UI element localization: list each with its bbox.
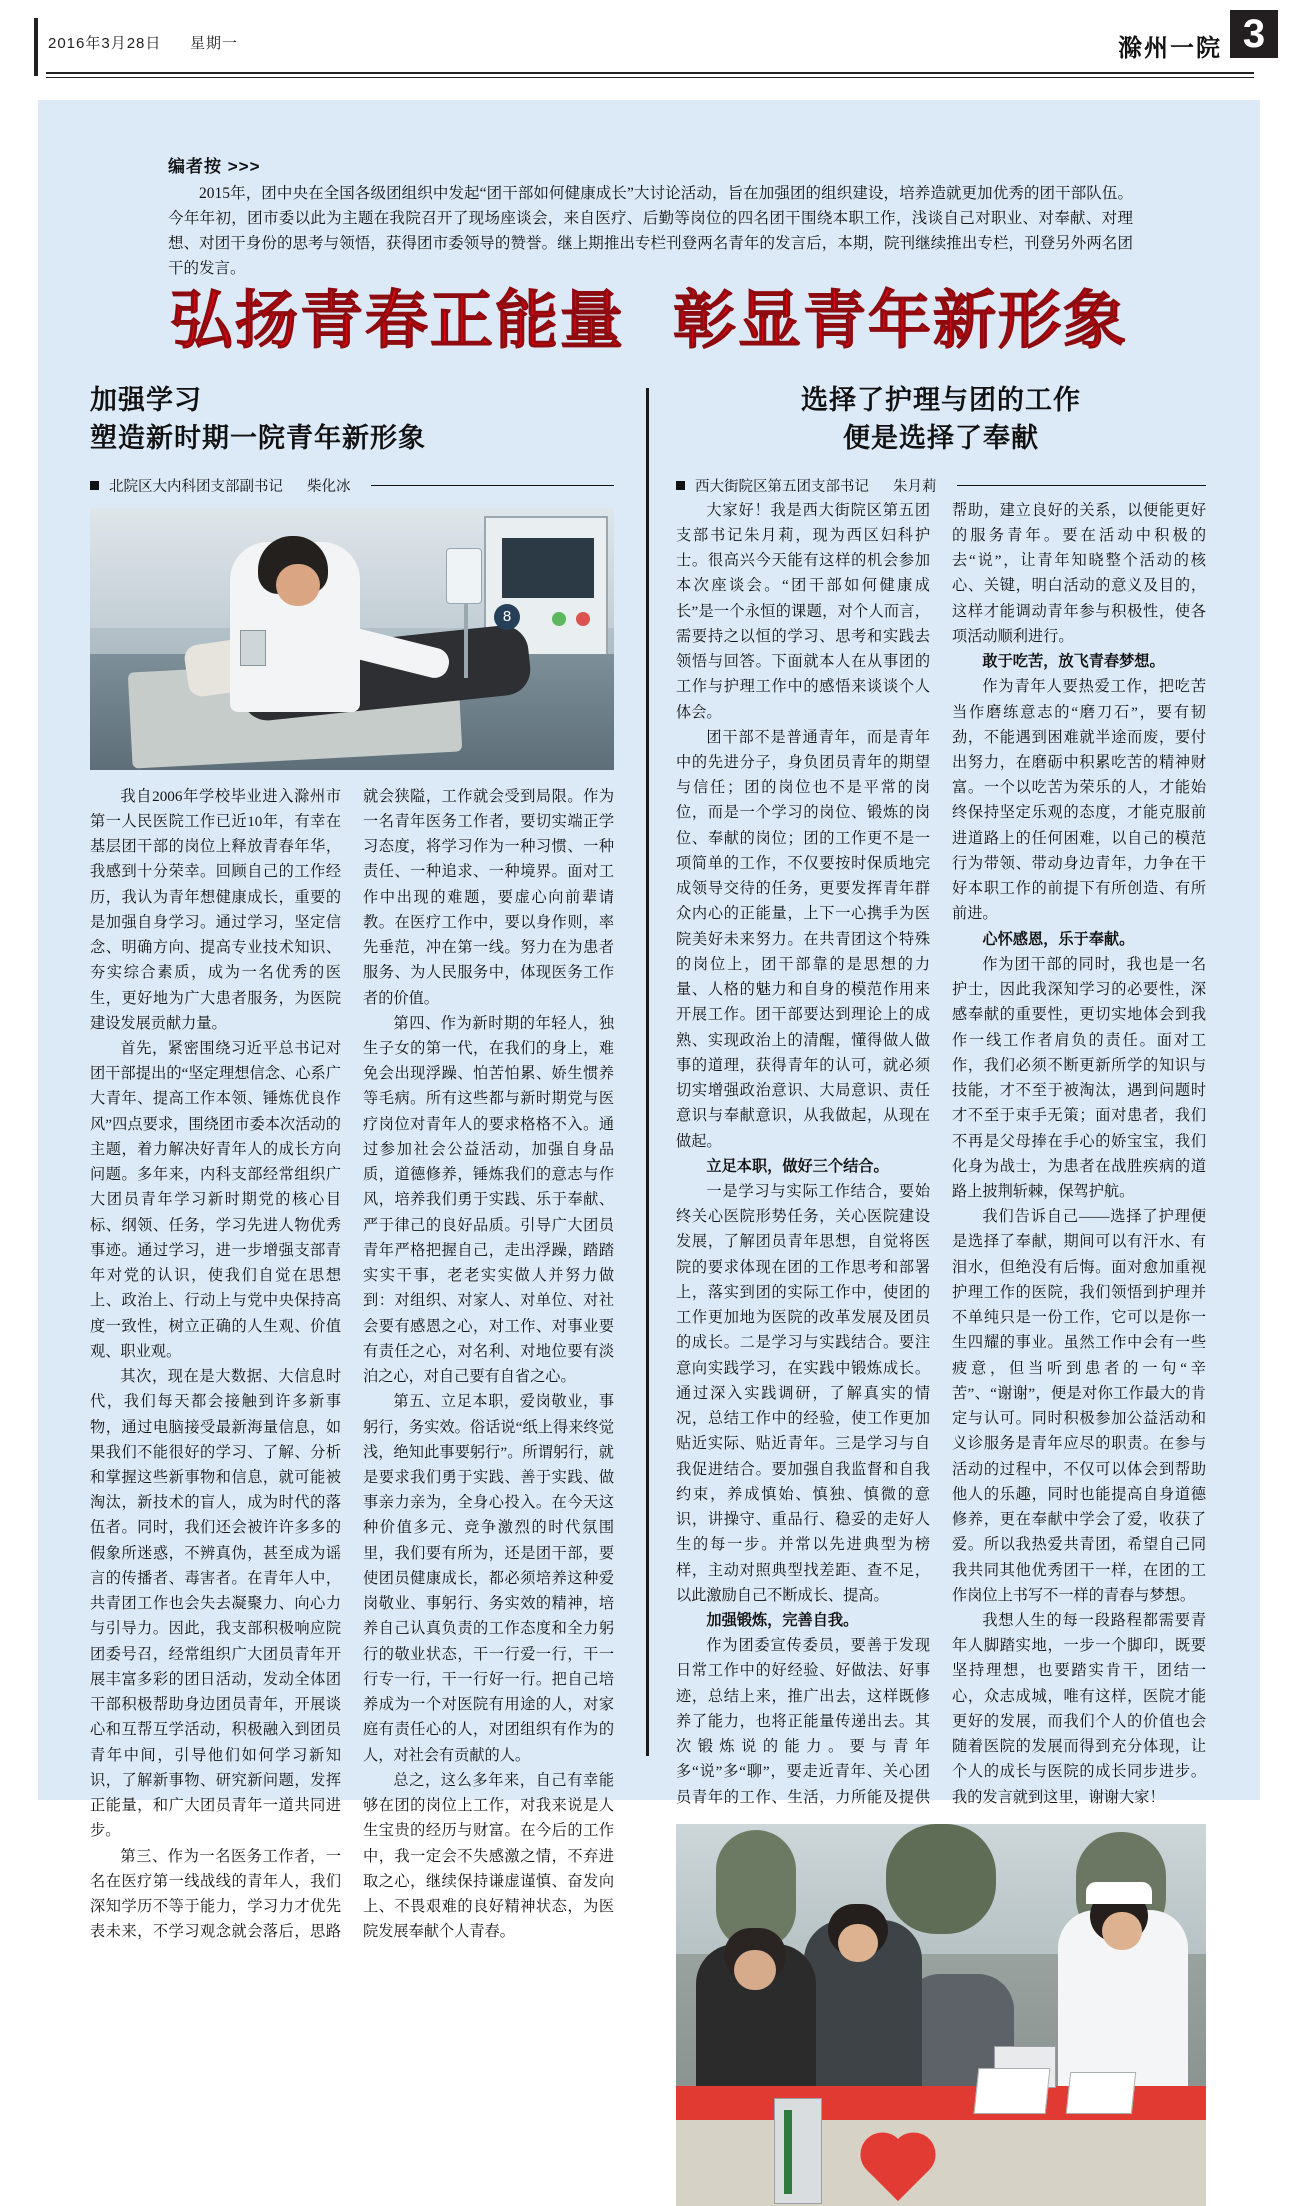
right-article-byline	[676, 475, 1206, 496]
paragraph: 总之，这么多年来，自己有幸能够在团的岗位上工作，对我来说是人生宝贵的经历与财富。在今后的工作中，我一定会不失感激之情，不弃进取之心，继续保持谦虚谨慎、奋发向上、不畏艰难的良好精神状态，为医院发展奉献个人青春。	[363, 1771, 614, 1941]
paragraph: 首先，紧密围绕习近平总书记对团干部提出的“坚定理想信念、心系广大青年、提高工作本领、锤炼优良作风”四点要求，围绕团市委本次活动的主题，着力解决好青年人的成长方向问题。多年来，内科支部经常组织广大团员青年学习新时期党的核心目标、纲领、任务，学习先进人物优秀事迹。通过学习，进一步增强支部青年对党的认识，使我们自觉在思想上、政治上、行动上与党中央保持高度一致性，树立正确的人生观、价值观、职业观。	[90, 1040, 341, 1360]
masthead-rule	[46, 72, 1254, 74]
paragraph: 我们告诉自己——选择了护理便是选择了奉献，期间可以有汗水、有泪水，但绝没有后悔。面对愈加重视护理工作的医院，我们领悟到护理并不单纯只是一份工作，它可以是你一生四耀的事业。虽然工作中会有一些疲意，但当听到患者的一句“辛苦”、“谢谢”，便是对你工作最大的肯定与认可。同时积极参加公益活动和义诊服务是青年应尽的职责。在参与活动的过程中，不仅可以体会到帮助他人的乐趣，同时也能提高自身道德修养，更在奉献中学会了爱，收获了爱。所以我热爱共青团，希望自己同我共同其他优秀团干一样，在团的工作岗位上书写不一样的青春与梦想。	[952, 1208, 1206, 1604]
paragraph: 大家好！我是西大街院区第五团支部书记朱月莉，现为西区妇科护士。很高兴今天能有这样的机会参加本次座谈会。“团干部如何健康成长”是一个永恒的课题，对个人而言，需要持之以恒的学习、思考和实践去领悟与回答。下面就本人在从事团的工作与护理工作中的感悟来谈谈个人体会。	[676, 501, 930, 721]
page-title	[38, 270, 1260, 361]
right-article-title	[676, 382, 1206, 459]
masthead-date: 2016年3月28日	[48, 35, 162, 52]
headline-right: 彰显青年新形象	[673, 284, 1128, 357]
left-byline-name: 柴化冰	[307, 478, 351, 495]
paragraph: 我自2006年学校毕业进入滁州市第一人民医院工作已近10年，有幸在基层团干部的岗位上释放青春年华，我感到十分荣幸。回顾自己的工作经历，我认为青年想健康成长，重要的是加强自身学习。通过学习，坚定信念、明确方向、提高专业技术知识、夯实综合素质，成为一名优秀的医生，更好地为广大患者服务，为医院建设发展贡献力量。	[90, 787, 341, 1032]
desk-sign	[974, 2068, 1051, 2114]
paragraph-heading: 心怀感恩，乐于奉献。	[982, 930, 1135, 948]
paragraph: 团干部不是普通青年，而是青年中的先进分子，身负团员青年的期望与信任；团的岗位也不是平常的岗位，而是一个学习的岗位、锻炼的岗位、奉献的岗位；团的工作更不是一项简单的工作，不仅要按时保质地完成领导交待的任务，更要发挥青年群众内心的正能量，上下一心携手为医院美好未来努力。在共青团这个特殊的岗位上，团干部靠的是思想的力量、人格的魅力和自身的模范作用来开展工作。团干部要达到理论上的成熟、实现政治上的清醒，懂得做人做事的道理，获得青年的认可，就必须切实增强政治意识、大局意识、责任意识与奉献意识，从我做起，从现在做起。	[676, 728, 930, 1150]
paragraph: 其次，现在是大数据、大信息时代，我们每天都会接触到许多新事物，通过电脑接受最新海量信息，如果我们不能很好的学习、了解、分析和掌握这些新事物和信息，就可能被淘汰，新技术的盲人，成为时代的落伍者。同时，我们还会被许许多多的假象所迷惑，不辨真伪，甚至成为谣言的传播者、毒害者。在青年人中，共青团工作也会失去凝聚力、向心力与引导力。因此，我支部积极响应院团委号召，经常组织广大团员青年开展丰富多彩的团日活动，发动全体团干部积极帮助身边团员青年，开展谈心和互帮互学活动，积极融入到团员青年中间，引导他们如何学习新知识，了解新事物、研究新问题，发挥正能量，和广大团员青年一道共同进步。	[90, 1368, 341, 1840]
column-divider	[646, 388, 649, 1756]
left-article-title-line2: 塑造新时期一院青年新形象	[90, 423, 426, 455]
bed-number-badge: 8	[494, 604, 520, 630]
masthead	[0, 0, 1300, 78]
left-article-body	[90, 784, 614, 1945]
paragraph: 我想人生的每一段路程都需要青年人脚踏实地，一步一个脚印，既要坚持理想，也要踏实肯干，团结一心，众志成城，唯有这样，医院才能更好的发展，而我们个人的价值也会随着医院的发展而得到充分体现，让个人的成长与医院的成长同步进步。我的发言就到这里，谢谢大家！	[952, 1611, 1206, 1806]
left-article	[90, 382, 614, 1944]
headline-left: 弘扬青春正能量	[170, 284, 625, 357]
masthead-left-bar	[34, 18, 38, 76]
left-article-title-line1: 加强学习	[90, 385, 202, 416]
bullet-square-icon	[676, 481, 685, 490]
editor-note-label: 编者按 >>>	[168, 157, 261, 176]
paragraph-heading: 立足本职，做好三个结合。	[706, 1157, 889, 1175]
paragraph: 一是学习与实际工作结合，要始终关心医院形势任务，关心医院建设发展，了解团员青年思想，自觉将医院的要求体现在团的工作思考和部署上，落实到团的实际工作中，使团的工作更加地为医院的改革发展及团员的成长。二是学习与实践结合。要注意向实践学习，在实践中锻炼成长。通过深入实践调研，了解真实的情况，总结工作中的经验，使工作更加贴近实际、贴近青年。三是学习与自我促进结合。要加强自我监督和自我约束，养成慎始、慎独、慎微的意识，讲操守、重品行、稳妥的走好人生的每一步。并常以先进典型为榜样，主动对照典型找差距、查不足，以此激励自己不断成长、提高。	[676, 1182, 930, 1604]
editor-note	[168, 152, 1133, 281]
right-article-photo	[676, 1824, 1206, 2206]
left-article-photo	[90, 508, 614, 770]
editor-note-text: 2015年，团中央在全国各级团组织中发起“团干部如何健康成长”大讨论活动，旨在加强团的组织建设，培养造就更加优秀的团干部队伍。今年年初，团市委以此为主题在我院召开了现场座谈会，来自医疗、后勤等岗位的四名团干围绕本职工作，浅谈自己对职业、对奉献、对理想、对团干身份的思考与领悟，获得团市委领导的赞誉。继上期推出专栏刊登两名青年的发言后，本期，院刊继续推出专栏，刊登另外两名团干的发言。	[168, 185, 1133, 278]
paragraph-heading: 敢于吃苦，放飞青春梦想。	[982, 653, 1165, 671]
right-byline-name: 朱月莉	[893, 478, 937, 495]
left-byline-role: 北院区大内科团支部副书记	[109, 478, 283, 495]
paragraph: 第三、作为一名医务工作者，一名在医疗第一线战线的青年人，我们深知学历不等于能力，学习力才优先表未来，不学习观念就会落后，思路就会狭隘，工作就会受到局限。作为一名青年医务工作者，要切实端正学习态度，将学习作为一种习惯、一种责任、一种追求、一种境界。面对工作中出现的难题，要虚心向前辈请教。在医疗工作中，要以身作则，率先垂范，冲在第一线。努力在为患者服务、为人民服务中，体现医务工作者的价值。	[90, 787, 614, 1941]
masthead-weekday: 星期一	[190, 35, 239, 52]
right-article	[676, 382, 1206, 2206]
paragraph-heading: 加强锻炼，完善自我。	[706, 1611, 859, 1629]
right-byline-role: 西大街院区第五团支部书记	[695, 478, 869, 495]
masthead-paper-name: 滁州一院	[1118, 35, 1222, 62]
masthead-rule-thin	[46, 77, 1254, 78]
byline-rule	[371, 485, 615, 486]
right-article-title-line1: 选择了护理与团的工作	[801, 385, 1081, 416]
paragraph: 第四、作为新时期的年轻人，独生子女的第一代，在我们的身上，难免会出现浮躁、怕苦怕累、娇生惯养等毛病。所有这些都与新时期党与医疗岗位对青年人的要求格格不入。通过参加社会公益活动，加强自身品质，道德修养，锤炼我们的意志与作风，培养我们勇于实践、乐于奉献、严于律己的良好品质。引导广大团员青年严格把握自己，走出浮躁，踏踏实实干事，老老实实做人并努力做到：对组织、对家人、对单位、对社会要有感恩之心，对工作、对事业要有责任之心，对名利、对地位要有淡泊之心，对自己要有自省之心。	[363, 1014, 614, 1386]
left-article-title	[90, 382, 614, 459]
paragraph: 第五、立足本职，爱岗敬业，事躬行，务实效。俗话说“纸上得来终觉浅，绝知此事要躬行”。所谓躬行，就是要求我们勇于实践、善于实践、做事亲力亲为，全身心投入。在今天这种价值多元、竞争激烈的时代氛围里，我们要有所为，还是团干部，要使团员健康成长，都必须培养这种爱岗敬业、事躬行、务实效的精神，培养自己认真负责的工作态度和全力躬行的敬业状态，干一行爱一行，干一行专一行，干一行好一行。把自己培养成为一个对医院有用途的人，对家庭有责任心的人，对团组织有作为的人，对社会有贡献的人。	[363, 1393, 614, 1764]
page-number-badge: 3	[1230, 10, 1278, 58]
paragraph: 作为团委宣传委员，要善于发现日常工作中的好经验、好做法、好事迹，总结上来，推广出去，这样既修养了能力，也将正能量传递出去。其次锻炼说的能力。要与青年多“说”多“聊”，要走近青年、关心团员青年的工作、生活，力所能及提供帮助，建立良好的关系，以便能更好的服务青年。要在活动中积极的去“说”，让青年知晓整个活动的核心、关键，明白活动的意义及目的，这样才能调动青年参与积极性，使各项活动顺利进行。	[676, 501, 1206, 1806]
right-article-body	[676, 498, 1206, 1810]
bullet-square-icon	[90, 481, 99, 490]
byline-rule	[957, 485, 1207, 486]
left-article-byline	[90, 475, 614, 496]
right-article-title-line2: 便是选择了奉献	[843, 423, 1039, 455]
content-panel	[38, 100, 1260, 1941]
paragraph: 作为团干部的同时，我也是一名护士，因此我深知学习的必要性，深感奉献的重要性，更切实地体会到我作一线工作者肩负的责任。面对工作，我们必须不断更新所学的知识与技能，才不至于被淘汰，遇到问题时才不至于束手无策；面对患者，我们不再是父母捧在手心的娇宝宝，我们化身为战士，为患者在战胜疾病的道路上披荆斩棘，保驾护航。	[952, 955, 1206, 1200]
paragraph: 作为青年人要热爱工作，把吃苦当作磨练意志的“磨刀石”，要有韧劲，不能遇到困难就半途而废，要付出努力，在磨砺中积累吃苦的精神财富。一个以吃苦为荣乐的人，才能始终保持坚定乐观的态度，才能克服前进道路上的任何困难，以自己的模范行为带领、带动身边青年，力争在干好本职工作的前提下有所创造、有所前进。	[952, 678, 1206, 923]
desk-sign	[1066, 2072, 1136, 2114]
